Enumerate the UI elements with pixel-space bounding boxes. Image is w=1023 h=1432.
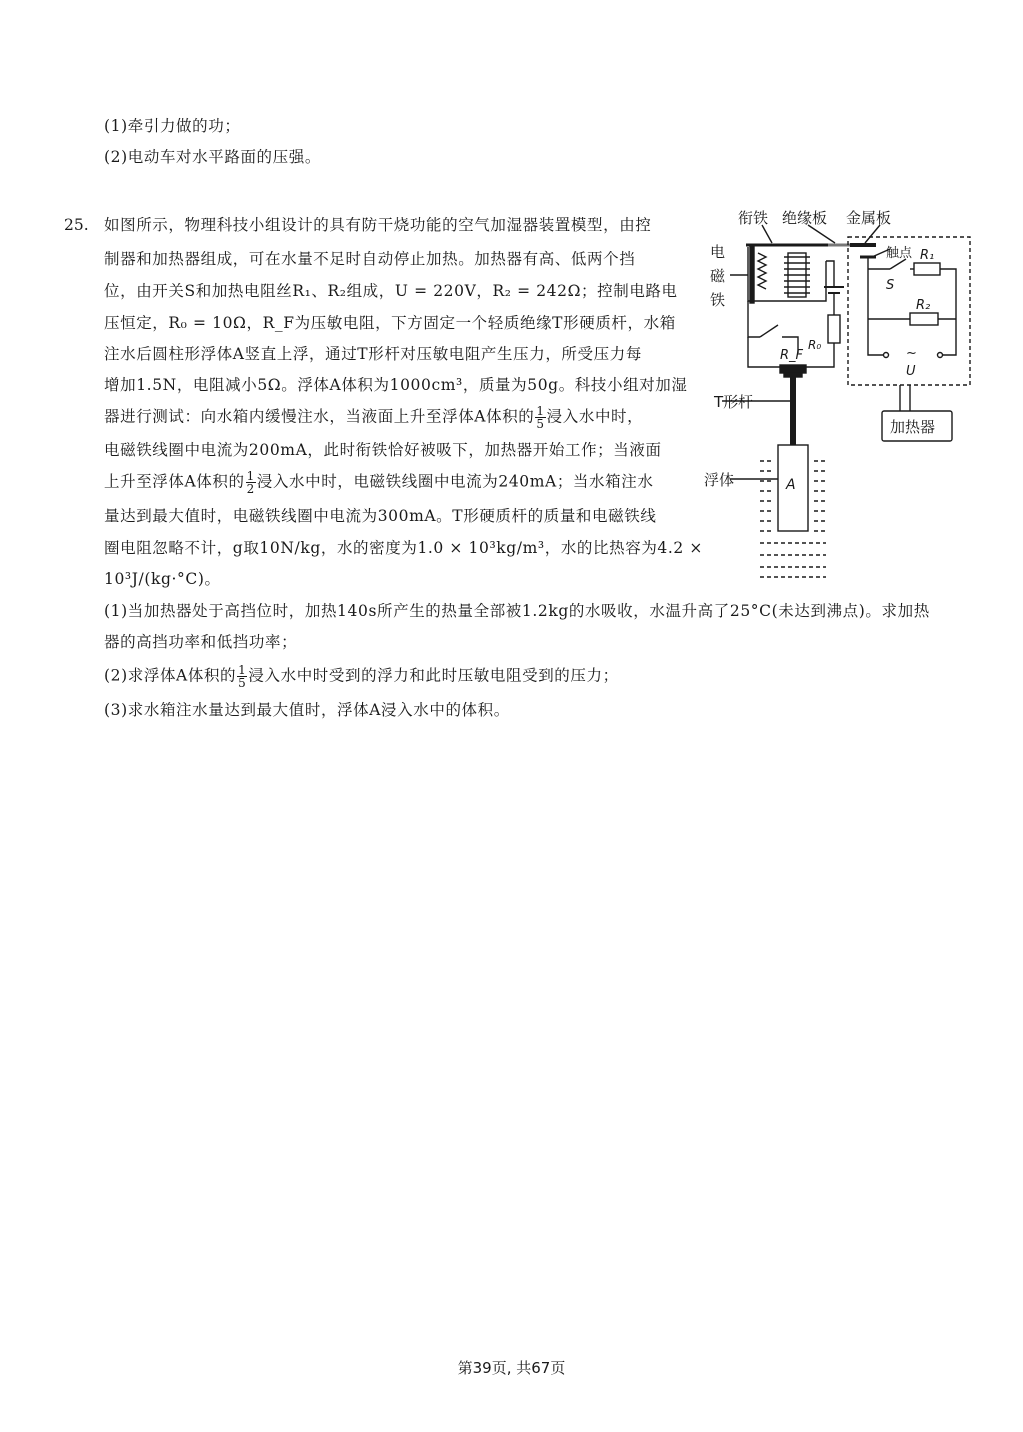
control-wire (748, 337, 780, 367)
question-line-4: 压恒定，R₀ = 10Ω，R_F为压敏电阻，下方固定一个轻质绝缘T形硬质杆，水箱 (104, 314, 676, 332)
heater-wire-left (868, 257, 884, 355)
fraction-denominator: 2 (246, 482, 255, 496)
terminal-left (884, 353, 889, 358)
question-line-7-end: 浸入水中时， (546, 407, 644, 426)
label-armature: 衔铁 (738, 209, 769, 227)
subquestion-1-line-1: (1)当加热器处于高挡位时，加热140s所产生的热量全部被1.2kg的水吸收，水温升高了25°C(未达到沸点)。求加热 (104, 602, 930, 620)
resistor-r1 (914, 263, 940, 275)
question-number: 25. (64, 216, 89, 234)
label-heater: 加热器 (890, 418, 936, 436)
control-switch (760, 325, 778, 337)
resistor-rf (780, 365, 806, 373)
label-float: 浮体 (704, 471, 735, 489)
label-a: A (786, 477, 796, 493)
armature-leader (762, 225, 772, 243)
label-r1: R₁ (920, 248, 935, 263)
fraction-one-fifth (535, 405, 545, 430)
question-line-3: 位，由开关S和加热电阻丝R₁、R₂组成，U = 220V，R₂ = 242Ω；控制电路电 (104, 282, 678, 300)
question-line-9 (104, 470, 653, 495)
spring (758, 253, 766, 289)
label-rf: R_F (780, 348, 804, 363)
fraction-numerator: 1 (246, 469, 255, 483)
question-line-1: 如图所示，物理科技小组设计的具有防干烧功能的空气加湿器装置模型，由控 (104, 216, 652, 234)
terminal-right (938, 353, 943, 358)
subquestion-2-start: (2)求浮体A体积的 (104, 666, 237, 685)
fraction-one-half (246, 470, 256, 495)
question-line-10: 量达到最大值时，电磁铁线圈中电流为300mA。T形硬质杆的质量和电磁铁线 (104, 507, 657, 525)
label-u: U (906, 364, 916, 379)
question-line-8: 电磁铁线圈中电流为200mA，此时衔铁恰好被吸下，加热器开始工作；当液面 (104, 441, 662, 459)
question-line-2: 制器和加热器组成，可在水量不足时自动停止加热。加热器有高、低两个挡 (104, 250, 636, 268)
resistor-r0 (828, 315, 840, 343)
magnet-core (750, 245, 754, 303)
label-r2: R₂ (916, 298, 931, 313)
label-tilde: ~ (906, 346, 917, 361)
label-r0: R₀ (808, 338, 822, 352)
fraction-denominator: 5 (238, 676, 247, 690)
subquestion-2-end: 浸入水中时受到的浮力和此时压敏电阻受到的压力； (248, 666, 619, 685)
subquestion-1-line-2: 器的高挡功率和低挡功率； (104, 633, 298, 651)
fraction-denominator: 5 (536, 417, 545, 431)
label-metal-plate: 金属板 (846, 209, 892, 227)
question-line-9-start: 上升至浮体A体积的 (104, 472, 245, 491)
fraction-numerator: 1 (238, 663, 247, 677)
question-line-7 (104, 405, 643, 430)
control-wire-top (826, 261, 834, 287)
question-line-12: 10³J/(kg·°C)。 (104, 570, 221, 588)
metal-plate-leader (865, 225, 880, 243)
page-footer: 第39页, 共67页 (457, 1359, 566, 1377)
circuit-diagram (700, 205, 980, 585)
subquestion-3: (3)求水箱注水量达到最大值时，浮体A浸入水中的体积。 (104, 701, 510, 719)
label-electromagnet-1: 电 (710, 243, 726, 261)
rf-base (784, 373, 802, 377)
prev-subquestion-1: (1)牵引力做的功； (104, 117, 241, 135)
label-electromagnet-2: 磁 (710, 267, 726, 285)
label-insulator: 绝缘板 (782, 209, 828, 227)
question-line-6: 增加1.5N，电阻减小5Ω。浮体A体积为1000cm³，质量为50g。科技小组对加湿 (104, 376, 688, 394)
label-s: S (886, 278, 895, 293)
resistor-r2 (910, 313, 938, 325)
insulator-leader (808, 225, 835, 243)
control-wire-left (748, 301, 760, 337)
fraction-numerator: 1 (536, 404, 545, 418)
heater-wire-right (940, 269, 956, 355)
fraction-one-fifth (237, 664, 247, 689)
label-contact: 触点 (886, 246, 913, 261)
question-line-5: 注水后圆柱形浮体A竖直上浮，通过T形杆对压敏电阻产生压力，所受压力每 (104, 345, 642, 363)
question-line-11: 圈电阻忽略不计，g取10N/kg，水的密度为1.0 × 10³kg/m³，水的比热容为4.2 × (104, 539, 703, 557)
subquestion-2 (104, 664, 619, 689)
question-line-9-end: 浸入水中时，电磁铁线圈中电流为240mA；当水箱注水 (256, 472, 654, 491)
label-t-rod: T形杆 (714, 393, 754, 411)
question-line-7-start: 器进行测试：向水箱内缓慢注水，当液面上升至浮体A体积的 (104, 407, 535, 426)
coil-windings (784, 257, 810, 293)
prev-subquestion-2: (2)电动车对水平路面的压强。 (104, 148, 321, 166)
label-electromagnet-3: 铁 (710, 291, 726, 309)
